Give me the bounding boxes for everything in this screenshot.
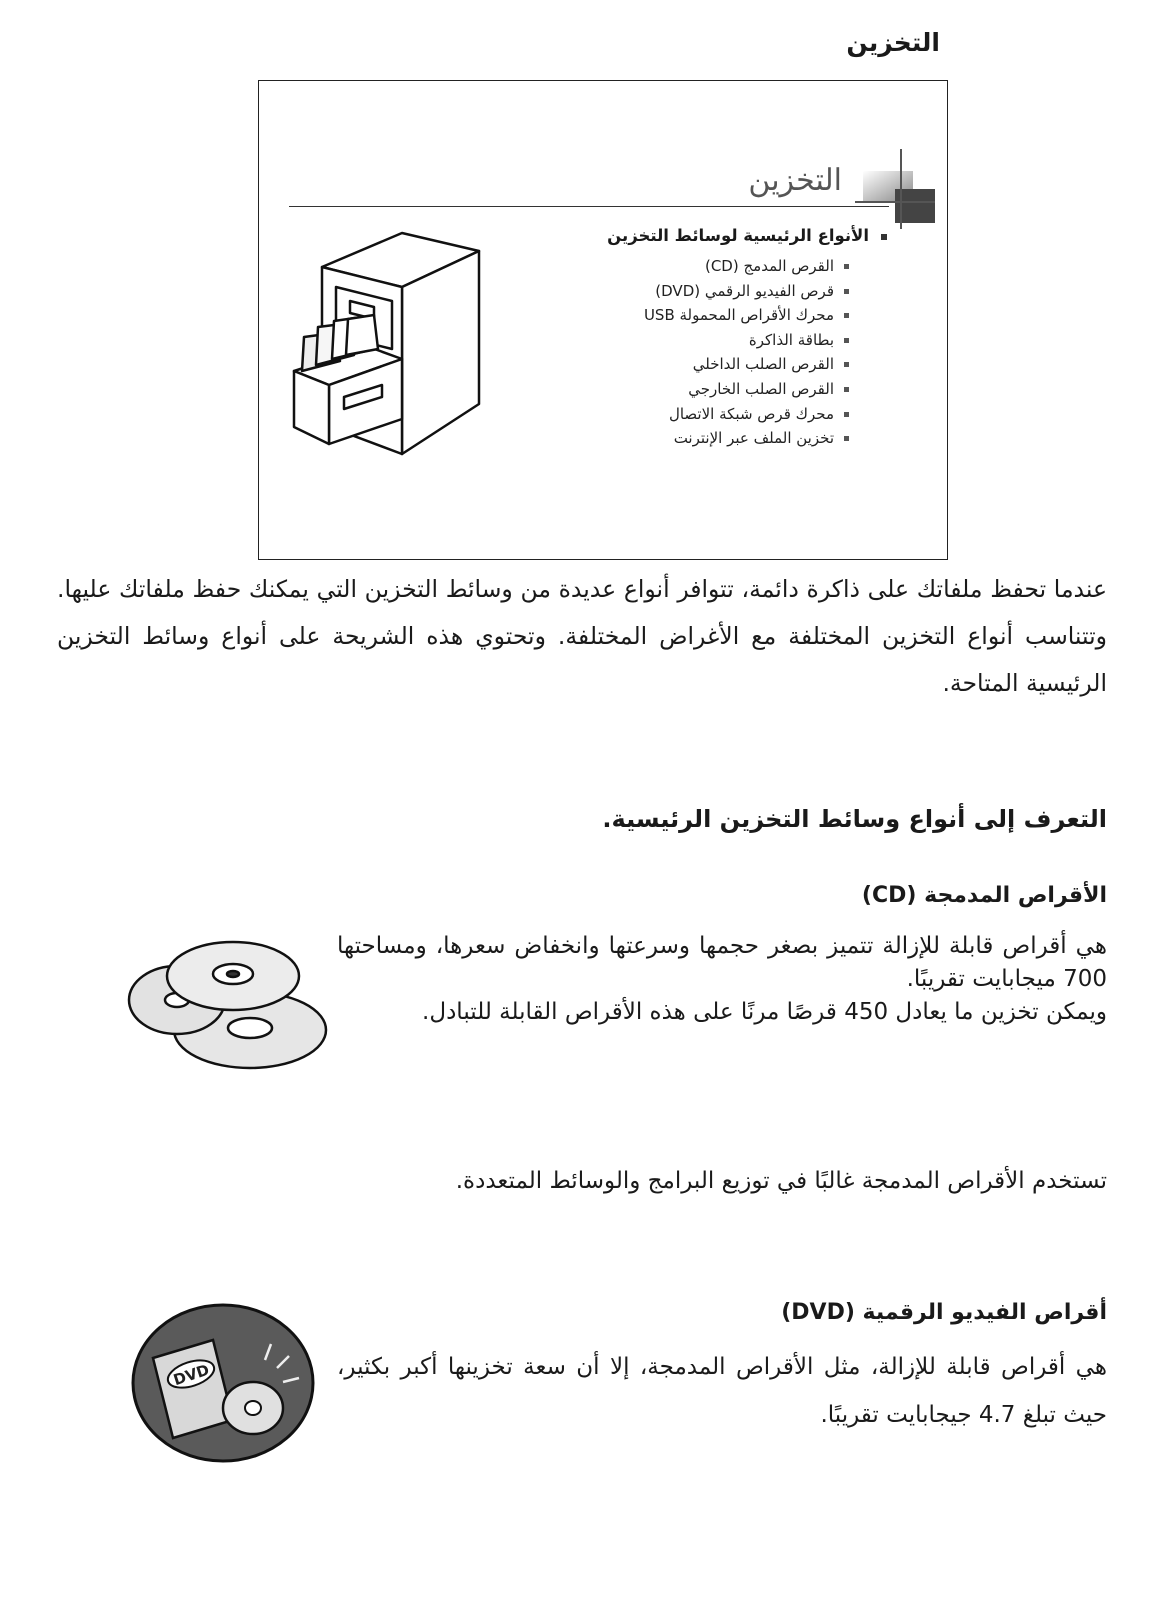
slide-list-item-text: بطاقة الذاكرة xyxy=(748,330,834,349)
slide-list-item xyxy=(644,254,849,279)
slide-divider xyxy=(289,206,889,207)
section-heading: التعرف إلى أنواع وسائط التخزين الرئيسية. xyxy=(602,805,1107,833)
slide-list-item xyxy=(644,303,849,328)
bullet-square-icon xyxy=(844,387,849,392)
slide-list-item xyxy=(644,377,849,402)
slide-list-item xyxy=(644,402,849,427)
dvd-heading: أقراص الفيديو الرقمية (DVD) xyxy=(781,1300,1107,1325)
cd-heading: الأقراص المدمجة (CD) xyxy=(861,883,1107,908)
bullet-square-icon xyxy=(844,436,849,441)
bullet-square-icon xyxy=(844,264,849,269)
page-title: التخزين xyxy=(846,28,940,57)
cd-description xyxy=(337,930,1107,1029)
dvd-description: هي أقراص قابلة للإزالة، مثل الأقراص المدمجة، إلا أن سعة تخزينها أكبر بكثير، حيث تبلغ 4.7 جيجابايت تقريبًا. xyxy=(337,1354,1107,1428)
slide-main-bullet-text: الأنواع الرئيسية لوسائط التخزين xyxy=(607,226,869,245)
slide-decoration-icon xyxy=(855,149,945,229)
slide-list-item-text: قرص الفيديو الرقمي (DVD) xyxy=(655,281,834,300)
cd-discs-icon xyxy=(125,928,333,1078)
bullet-square-icon xyxy=(881,234,887,240)
slide-list-item-text: القرص الصلب الخارجي xyxy=(688,379,834,398)
dvd-logo-text: DVD xyxy=(171,1360,212,1390)
slide-storage-list xyxy=(644,254,849,451)
slide-list-item-text: تخزين الملف عبر الإنترنت xyxy=(673,429,834,448)
slide-list-item xyxy=(644,328,849,353)
file-cabinet-icon xyxy=(274,229,534,459)
bullet-square-icon xyxy=(844,313,849,318)
slide-list-item-text: القرص المدمج (CD) xyxy=(704,257,834,275)
bullet-square-icon xyxy=(844,289,849,294)
bullet-square-icon xyxy=(844,362,849,367)
slide-list-item xyxy=(644,279,849,304)
slide-main-bullet xyxy=(607,226,887,245)
bullet-square-icon xyxy=(844,412,849,417)
slide-list-item xyxy=(644,426,849,451)
bullet-square-icon xyxy=(844,338,849,343)
cd-usage-text: تستخدم الأقراص المدمجة غالبًا في توزيع البرامج والوسائط المتعددة. xyxy=(455,1168,1107,1194)
slide-list-item-text: محرك قرص شبكة الاتصال xyxy=(668,404,834,423)
slide-list-item-text: القرص الصلب الداخلي xyxy=(692,355,834,374)
slide-heading: التخزين xyxy=(748,163,842,198)
intro-paragraph: عندما تحفظ ملفاتك على ذاكرة دائمة، تتوافر أنواع عديدة من وسائط التخزين التي يمكنك حفظ ملفاتك عليها. وتتناسب أنواع التخزين المختلفة مع الأغراض المختلفة. وتحتوي هذه الشريحة على أنواع وسائط التخزين الرئيسية المتاحة. xyxy=(57,575,1107,697)
slide-frame xyxy=(258,80,948,560)
slide-list-item xyxy=(644,352,849,377)
slide-list-item-text: محرك الأقراص المحمولة USB xyxy=(643,306,834,325)
cd-description-line: ويمكن تخزين ما يعادل 450 قرصًا مرنًا على هذه الأقراص القابلة للتبادل. xyxy=(422,999,1107,1025)
cd-description-line: هي أقراص قابلة للإزالة تتميز بصغر حجمها وسرعتها وانخفاض سعرها، ومساحتها 700 ميجابايت تقريبًا. xyxy=(337,933,1107,992)
dvd-disc-icon xyxy=(125,1300,315,1465)
